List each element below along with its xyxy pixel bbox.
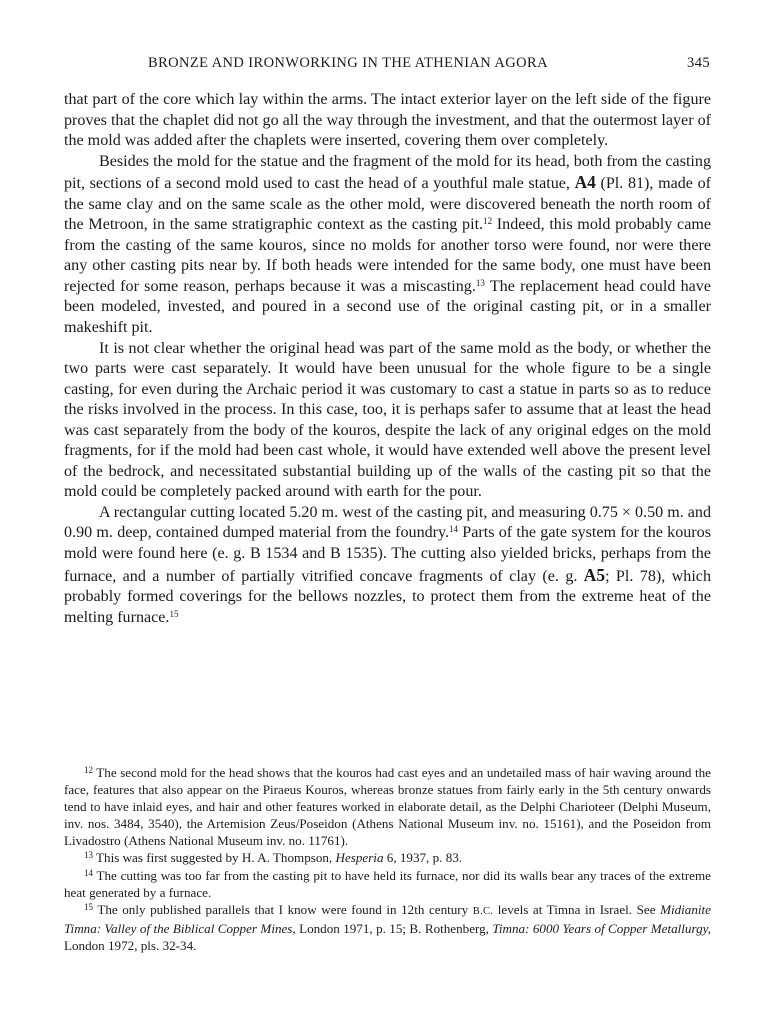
footnote-ref-15: 15	[169, 608, 179, 619]
paragraph-2-text-c: Indeed, this mold probably came from the casting of the same kouros, since no molds for another torso were found, nor were there any other casting pits near by. If both heads were intended for the same body, one must have been rejected for some reason, perhaps because it was a miscasting.	[64, 216, 711, 295]
paragraph-2-text-a: Besides the mold for the statue and the fragment of the mold for its head, both from the casting pit, sections of a second mold used to cast the head of a youthful male statue,	[64, 152, 711, 193]
footnote-14	[64, 867, 711, 901]
paragraph-2-text-d: The replacement head could have been modeled, invested, and poured in a second use of the original casting pit, or in a smaller makeshift pit.	[64, 277, 711, 337]
paragraph-2	[64, 152, 711, 339]
footnote-15-text-b: levels at Timna in Israel. See	[493, 901, 661, 917]
running-title: BRONZE AND IRONWORKING IN THE ATHENIAN AGORA	[148, 55, 548, 71]
footnote-15-mark: 15	[84, 901, 93, 912]
footnote-14-mark: 14	[84, 867, 93, 878]
paragraph-2-text-b: (Pl. 81), made of the same clay and on the same scale as the other mold, were discovered beneath the north room of the Metroon, in the same stratigraphic context as the casting pit.	[64, 175, 711, 234]
footnotes	[64, 764, 711, 954]
footnote-13-text-b: 6, 1937, p. 83.	[383, 850, 463, 866]
paragraph-3-text: It is not clear whether the original head was part of the same mold as the body, or whether the two parts were cast separately. It would have been unusual for the whole figure to be a single casting, for even during the Archaic period it was customary to cast a statue in parts so as to reduce the risks involved in the process. In this case, too, it is perhaps safer to assume that at least the head was cast separately from the body of the kouros, despite the lack of any original edges on the mold fragments, for if the mold had been cast whole, it would have extended well above the present level of the bedrock, and necessitated substantial building up of the walls of the casting pit so that the mold could be completely packed around with earth for the pour.	[64, 339, 711, 501]
paragraph-4-text-b: Parts of the gate system for the kouros mold were found here (e. g. B 1534 and B 1535). The cutting also yielded bricks, perhaps from the furnace, and a number of partially vitrified concave fragments of clay (e. g.	[64, 524, 711, 585]
footnote-15-text-d: London 1972, pls. 32-34.	[64, 937, 197, 953]
footnote-13-mark: 13	[84, 850, 93, 861]
paragraph-4	[64, 503, 711, 628]
footnote-15-text-c: London 1971, p. 15; B. Rothenberg,	[295, 920, 493, 936]
footnote-15-bc: B.C.	[472, 905, 494, 917]
footnote-ref-12: 12	[483, 216, 493, 227]
paragraph-3	[64, 339, 711, 503]
catalogue-ref-a4: A4	[574, 172, 596, 193]
footnote-13	[64, 849, 711, 866]
footnote-ref-14: 14	[449, 524, 459, 535]
footnote-15	[64, 901, 711, 954]
footnote-13-text-a: This was first suggested by H. A. Thompson,	[93, 850, 336, 866]
body-text	[64, 90, 711, 628]
footnote-12	[64, 764, 711, 849]
paragraph-1	[64, 90, 711, 152]
paragraph-4-text-a: A rectangular cutting located 5.20 m. west of the casting pit, and measuring 0.75 × 0.50 m. and 0.90 m. deep, contained dumped material from the foundry.	[64, 503, 712, 542]
footnote-14-text: The cutting was too far from the casting pit to have held its furnace, nor did its walls bear any traces of the extreme heat generated by a furnace.	[64, 867, 711, 900]
paragraph-1-text: that part of the core which lay within the arms. The intact exterior layer on the left side of the figure proves that the chaplet did not go all the way through the investment, and that the outermost layer of the mold was added after the chaplets were inserted, covering them over completely.	[64, 91, 711, 150]
running-head	[64, 55, 710, 77]
footnote-13-journal: Hesperia	[335, 850, 384, 866]
footnote-15-text-a: The only published parallels that I know were found in 12th century	[93, 901, 473, 917]
footnote-15-title-1: Midianite Timna: Valley of the Biblical Copper Mines,	[64, 901, 711, 936]
footnote-ref-13: 13	[475, 277, 485, 288]
footnote-12-text: The second mold for the head shows that the kouros had cast eyes and an undetailed mass of hair waving around the face, features that also appear on the Piraeus Kouros, whereas bronze statues from fairly early in the 5th century onwards tend to have inlaid eyes, and hair and other features worked in elaborate detail, as the Delphi Charioteer (Delphi Museum, inv. nos. 3484, 3540), the Artemision Zeus/Poseidon (Athens National Museum inv. no. 15161), and the Poseidon from Livadostro (Athens National Museum inv. no. 11761).	[64, 765, 711, 849]
page-number: 345	[687, 55, 710, 71]
paragraph-4-text-c: ; Pl. 78), which probably formed coverings for the bellows nozzles, to protect them from the extreme heat of the melting furnace.	[64, 567, 711, 626]
catalogue-ref-a5: A5	[583, 564, 606, 585]
footnote-15-title-2: Timna: 6000 Years of Copper Metallurgy,	[492, 920, 711, 936]
footnote-12-mark: 12	[84, 765, 93, 775]
